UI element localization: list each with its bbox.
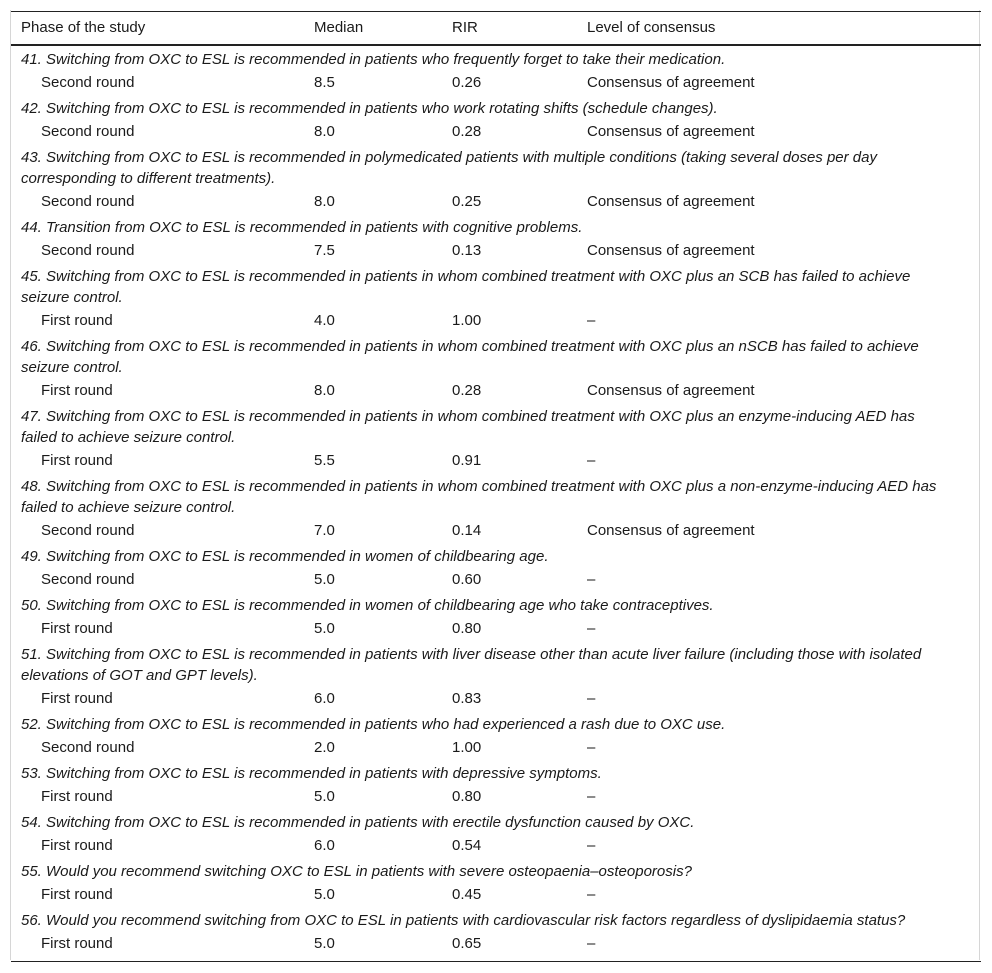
question-text: 46. Switching from OXC to ESL is recommended in patients in whom combined treatment with OXC plus an nSCB has failed to achieve seizure control. <box>21 338 919 376</box>
question-text: 42. Switching from OXC to ESL is recommended in patients who work rotating shifts (schedule changes). <box>21 100 718 117</box>
phase-cell: First round <box>41 690 113 707</box>
phase-cell: First round <box>11 932 304 962</box>
data-row <box>11 190 981 214</box>
phase-cell: Second round <box>41 522 135 539</box>
median-cell: 5.0 <box>314 886 335 903</box>
question-text: 48. Switching from OXC to ESL is recommended in patients in whom combined treatment with OXC plus a non-enzyme-inducing AED has failed to achieve seizure control. <box>21 478 937 516</box>
header-row <box>11 12 981 45</box>
phase-cell: First round <box>41 788 113 805</box>
median-cell: 8.0 <box>314 193 335 210</box>
table-body <box>11 45 981 962</box>
phase-cell: Second round <box>41 242 135 259</box>
phase-cell: Second round <box>41 74 135 91</box>
question-text: 55. Would you recommend switching OXC to ESL in patients with severe osteopaenia–osteoporosis? <box>21 863 692 880</box>
question-row <box>11 45 981 71</box>
question-row <box>11 809 981 834</box>
data-row <box>11 379 981 403</box>
consensus-cell: – <box>587 452 596 469</box>
question-row <box>11 403 981 449</box>
rir-cell: 1.00 <box>452 739 482 756</box>
question-row <box>11 907 981 932</box>
question-text: 51. Switching from OXC to ESL is recommended in patients with liver disease other than acute liver failure (including those with isolated elevations of GOT and GPT levels). <box>21 646 922 684</box>
question-text: 41. Switching from OXC to ESL is recommended in patients who frequently forget to take their medication. <box>21 51 726 68</box>
question-text: 52. Switching from OXC to ESL is recommended in patients who had experienced a rash due to OXC use. <box>21 716 726 733</box>
question-text: 49. Switching from OXC to ESL is recommended in women of childbearing age. <box>21 548 549 565</box>
consensus-cell: Consensus of agreement <box>587 123 755 140</box>
consensus-table <box>11 11 981 962</box>
median-cell: 6.0 <box>314 690 335 707</box>
data-row <box>11 883 981 907</box>
rir-cell: 0.65 <box>442 932 577 962</box>
median-cell: 5.0 <box>304 932 442 962</box>
question-text: 45. Switching from OXC to ESL is recommended in patients in whom combined treatment with OXC plus an SCB has failed to achieve seizure control. <box>21 268 911 306</box>
data-row <box>11 568 981 592</box>
phase-cell: First round <box>41 837 113 854</box>
consensus-cell: – <box>587 837 596 854</box>
data-row <box>11 932 981 962</box>
data-row <box>11 785 981 809</box>
rir-cell: 0.14 <box>452 522 482 539</box>
data-row <box>11 71 981 95</box>
median-cell: 8.0 <box>314 123 335 140</box>
data-row <box>11 617 981 641</box>
median-cell: 5.0 <box>314 620 335 637</box>
median-cell: 8.0 <box>314 382 335 399</box>
rir-cell: 0.45 <box>452 886 482 903</box>
question-text: 47. Switching from OXC to ESL is recommended in patients in whom combined treatment with OXC plus an enzyme-inducing AED has failed to achieve seizure control. <box>21 408 915 446</box>
question-row <box>11 711 981 736</box>
median-cell: 4.0 <box>314 312 335 329</box>
consensus-cell: – <box>587 620 596 637</box>
data-row <box>11 309 981 333</box>
rir-cell: 0.26 <box>452 74 482 91</box>
rir-cell: 0.80 <box>452 620 482 637</box>
phase-cell: Second round <box>41 739 135 756</box>
question-text: 53. Switching from OXC to ESL is recommended in patients with depressive symptoms. <box>21 765 602 782</box>
rir-cell: 0.25 <box>452 193 482 210</box>
phase-cell: Second round <box>41 193 135 210</box>
rir-cell: 0.13 <box>452 242 482 259</box>
median-cell: 7.5 <box>314 242 335 259</box>
question-text: 44. Transition from OXC to ESL is recommended in patients with cognitive problems. <box>21 219 583 236</box>
consensus-cell: Consensus of agreement <box>587 74 755 91</box>
question-row <box>11 760 981 785</box>
question-row <box>11 543 981 568</box>
consensus-cell: – <box>587 739 596 756</box>
phase-cell: First round <box>41 382 113 399</box>
consensus-cell: – <box>587 571 596 588</box>
consensus-cell: – <box>587 886 596 903</box>
consensus-cell: – <box>577 932 981 962</box>
rir-cell: 0.54 <box>452 837 482 854</box>
question-row <box>11 333 981 379</box>
question-row <box>11 641 981 687</box>
phase-cell: First round <box>41 312 113 329</box>
data-row <box>11 736 981 760</box>
question-text: 56. Would you recommend switching from OXC to ESL in patients with cardiovascular risk factors regardless of dyslipidaemia status? <box>21 912 906 929</box>
phase-cell: First round <box>41 452 113 469</box>
question-row <box>11 263 981 309</box>
data-row <box>11 834 981 858</box>
consensus-cell: – <box>587 312 596 329</box>
rir-cell: 0.28 <box>452 382 482 399</box>
median-cell: 5.0 <box>314 571 335 588</box>
consensus-cell: Consensus of agreement <box>587 522 755 539</box>
question-text: 50. Switching from OXC to ESL is recommended in women of childbearing age who take contraceptives. <box>21 597 714 614</box>
median-cell: 8.5 <box>314 74 335 91</box>
phase-cell: Second round <box>41 123 135 140</box>
phase-cell: First round <box>41 620 113 637</box>
question-row <box>11 592 981 617</box>
median-cell: 5.0 <box>314 788 335 805</box>
consensus-cell: – <box>587 788 596 805</box>
median-cell: 7.0 <box>314 522 335 539</box>
consensus-cell: – <box>587 690 596 707</box>
question-row <box>11 144 981 190</box>
rir-cell: 0.60 <box>452 571 482 588</box>
consensus-cell: Consensus of agreement <box>587 242 755 259</box>
phase-cell: First round <box>41 886 113 903</box>
consensus-cell: Consensus of agreement <box>587 382 755 399</box>
phase-cell: Second round <box>41 571 135 588</box>
header-consensus: Level of consensus <box>577 12 981 45</box>
median-cell: 2.0 <box>314 739 335 756</box>
data-row <box>11 687 981 711</box>
data-row <box>11 120 981 144</box>
rir-cell: 1.00 <box>452 312 482 329</box>
data-row <box>11 239 981 263</box>
rir-cell: 0.80 <box>452 788 482 805</box>
question-text: 54. Switching from OXC to ESL is recommended in patients with erectile dysfunction caused by OXC. <box>21 814 695 831</box>
header-median: Median <box>304 12 442 45</box>
question-row <box>11 95 981 120</box>
header-rir: RIR <box>442 12 577 45</box>
data-row <box>11 449 981 473</box>
question-text: 43. Switching from OXC to ESL is recommended in polymedicated patients with multiple conditions (taking several doses per day corresponding to different treatments). <box>21 149 877 187</box>
data-row <box>11 519 981 543</box>
rir-cell: 0.28 <box>452 123 482 140</box>
median-cell: 6.0 <box>314 837 335 854</box>
question-row <box>11 858 981 883</box>
question-row <box>11 214 981 239</box>
rir-cell: 0.91 <box>452 452 482 469</box>
median-cell: 5.5 <box>314 452 335 469</box>
question-row <box>11 473 981 519</box>
rir-cell: 0.83 <box>452 690 482 707</box>
consensus-cell: Consensus of agreement <box>587 193 755 210</box>
header-phase: Phase of the study <box>11 12 304 45</box>
